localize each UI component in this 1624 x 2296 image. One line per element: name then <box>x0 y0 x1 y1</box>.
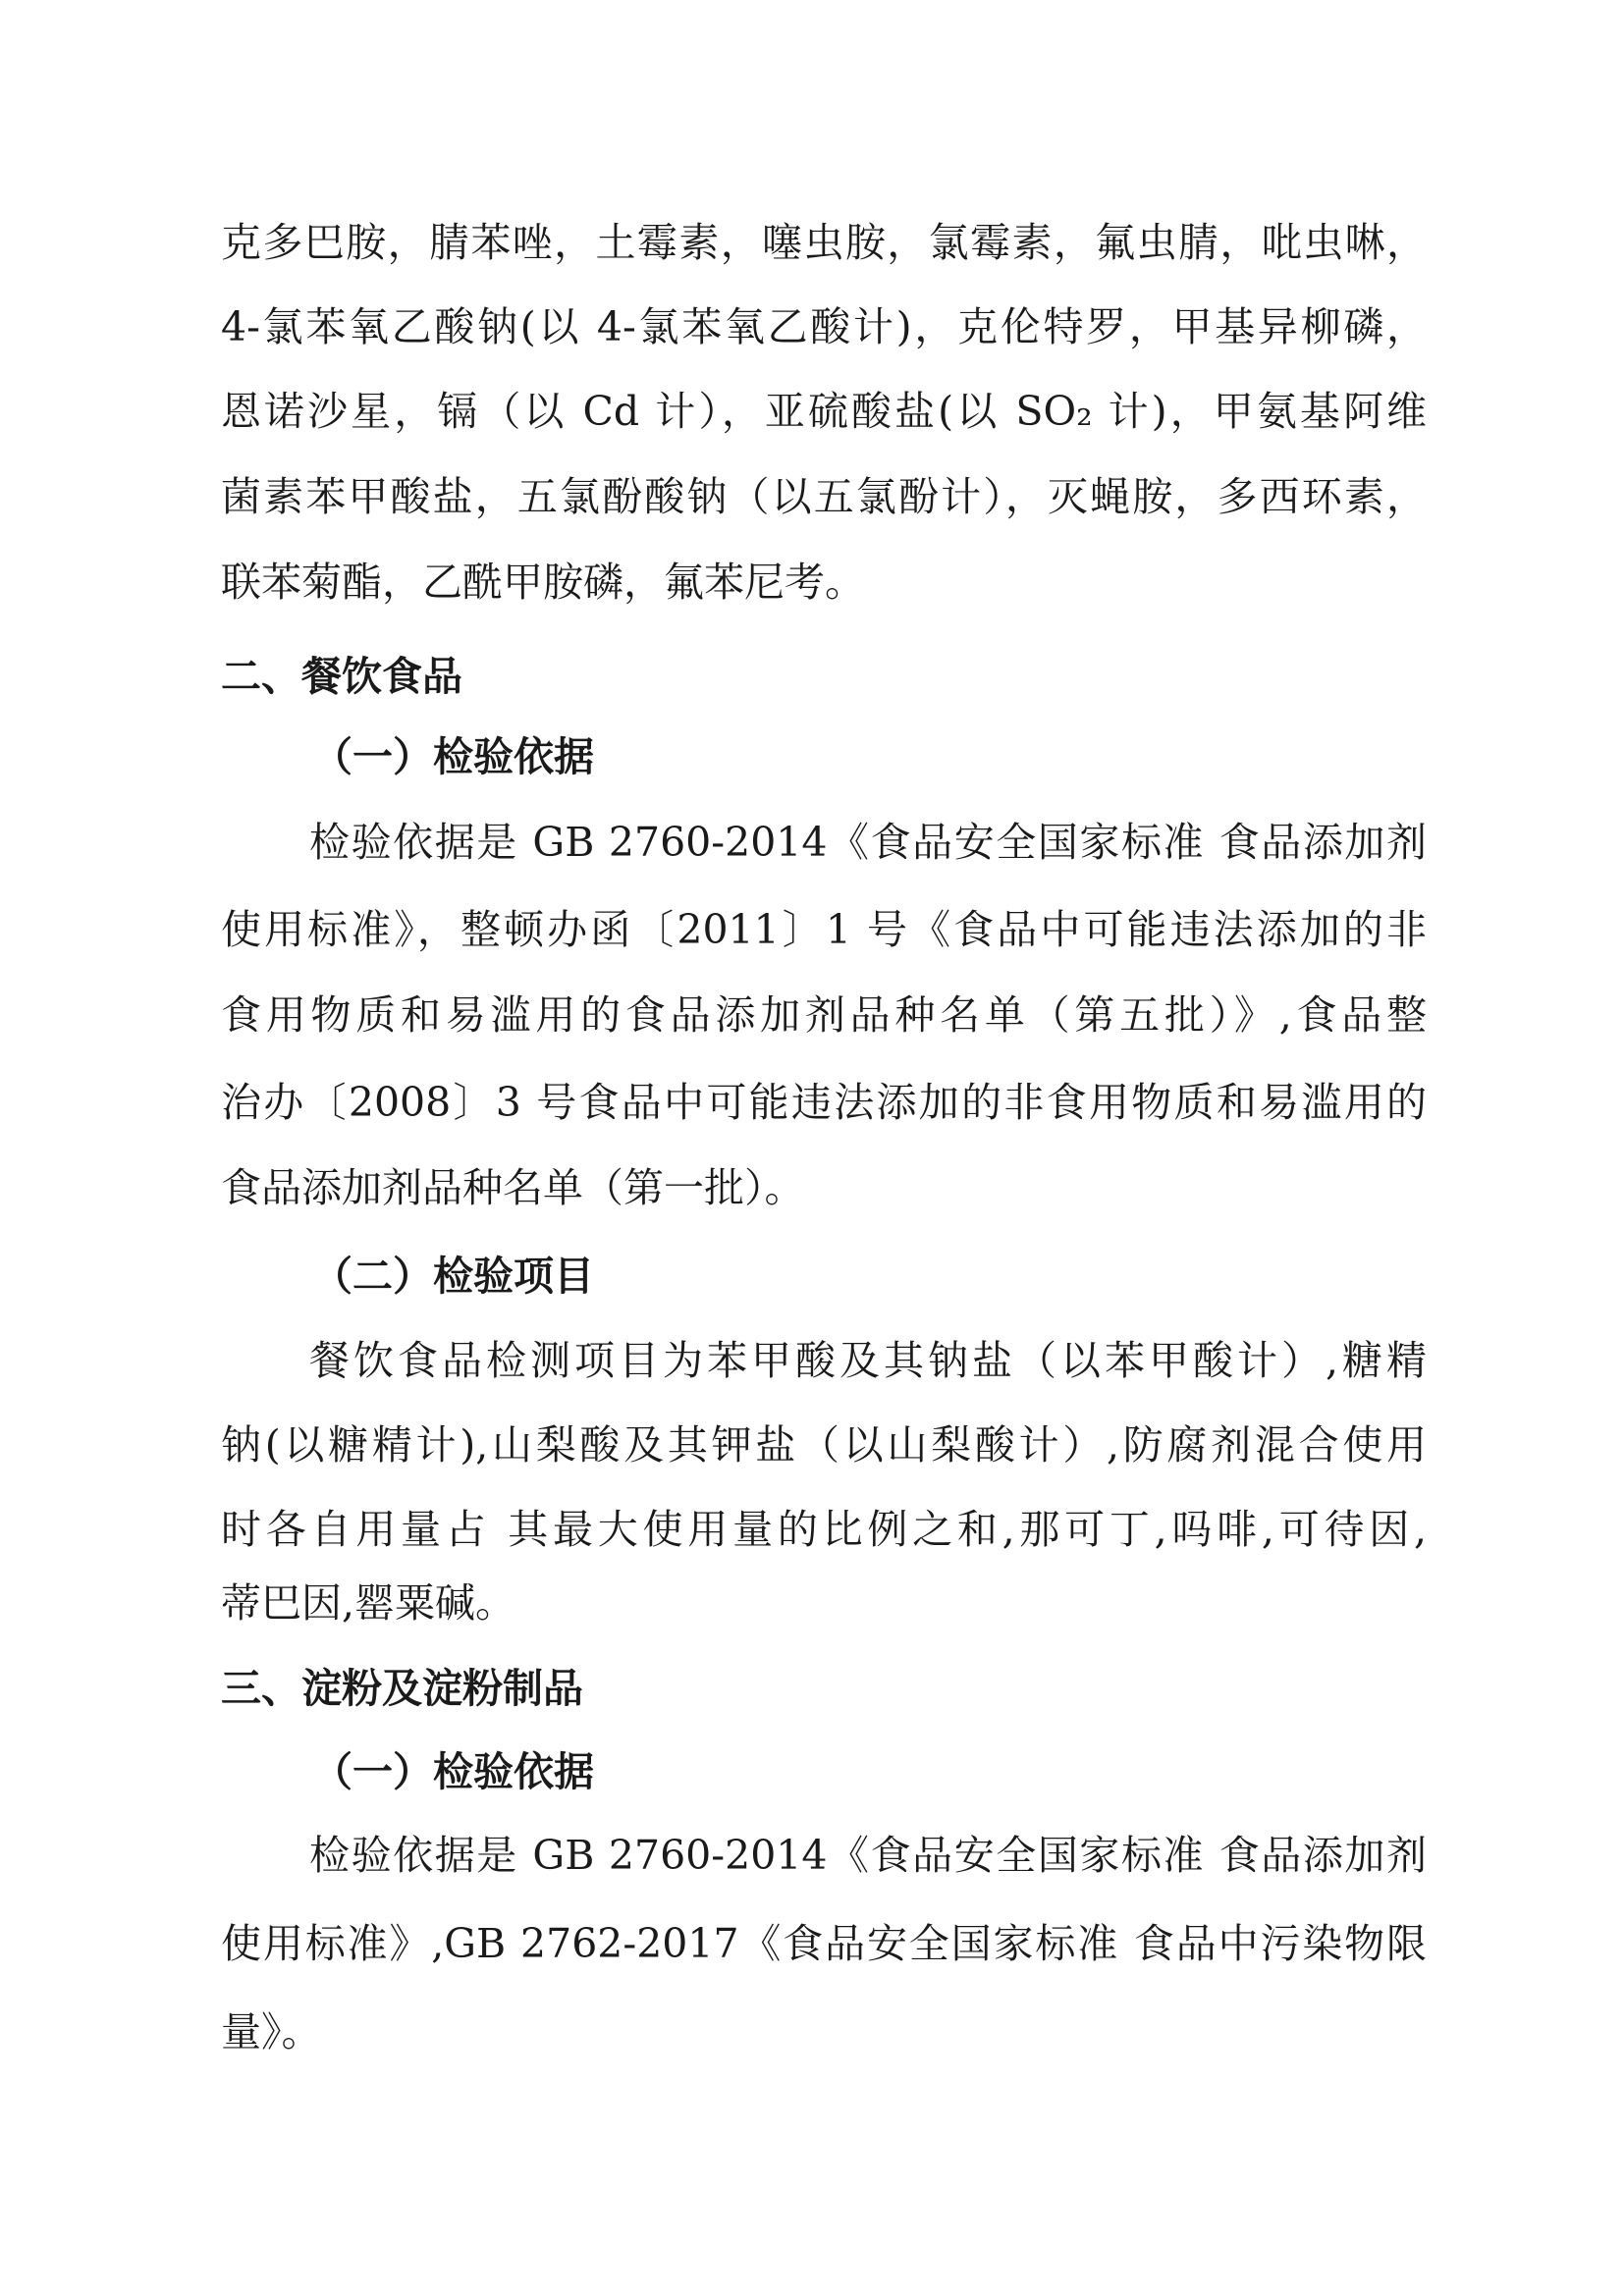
body-line: 治办〔2008〕3 号食品中可能违法添加的非食用物质和易滥用的 <box>221 1079 1427 1126</box>
body-line: 4-氯苯氧乙酸钠(以 4-氯苯氧乙酸计)，克伦特罗，甲基异柳磷， <box>221 303 1427 350</box>
subsection-heading: （二）检验项目 <box>312 1253 594 1300</box>
body-line: 检验依据是 GB 2760-2014《食品安全国家标准 食品添加剂 <box>309 1832 1427 1879</box>
body-line: 菌素苯甲酸盐，五氯酚酸钠（以五氯酚计），灭蝇胺，多西环素， <box>221 473 1427 520</box>
body-line: 餐饮食品检测项目为苯甲酸及其钠盐（以苯甲酸计）,糖精 <box>309 1337 1427 1384</box>
body-line: 检验依据是 GB 2760-2014《食品安全国家标准 食品添加剂 <box>309 819 1427 866</box>
body-line: 恩诺沙星，镉（以 Cd 计），亚硫酸盐(以 SO₂ 计)，甲氨基阿维 <box>221 388 1427 435</box>
body-line: 蒂巴因,罂粟碱。 <box>221 1579 516 1627</box>
body-line: 使用标准》,GB 2762-2017《食品安全国家标准 食品中污染物限 <box>221 1920 1427 1967</box>
body-line: 联苯菊酯，乙酰甲胺磷，氟苯尼考。 <box>221 559 865 606</box>
body-line: 钠(以糖精计),山梨酸及其钾盐（以山梨酸计）,防腐剂混合使用 <box>221 1421 1427 1468</box>
body-line: 使用标准》，整顿办函〔2011〕1 号《食品中可能违法添加的非 <box>221 906 1427 953</box>
body-line: 克多巴胺，腈苯唑，土霉素，噻虫胺，氯霉素，氟虫腈，吡虫啉， <box>221 219 1427 266</box>
body-line: 食品添加剂品种名单（第一批）。 <box>221 1164 805 1211</box>
body-line: 食用物质和易滥用的食品添加剂品种名单（第五批）》,食品整 <box>221 991 1427 1039</box>
subsection-heading: （一）检验依据 <box>312 733 594 780</box>
section-heading: 三、淀粉及淀粉制品 <box>221 1665 583 1712</box>
body-line: 时各自用量占 其最大使用量的比例之和,那可丁,吗啡,可待因, <box>221 1506 1427 1553</box>
subsection-heading: （一）检验依据 <box>312 1748 594 1795</box>
body-line: 量》。 <box>221 2008 322 2056</box>
section-heading: 二、餐饮食品 <box>221 653 462 700</box>
